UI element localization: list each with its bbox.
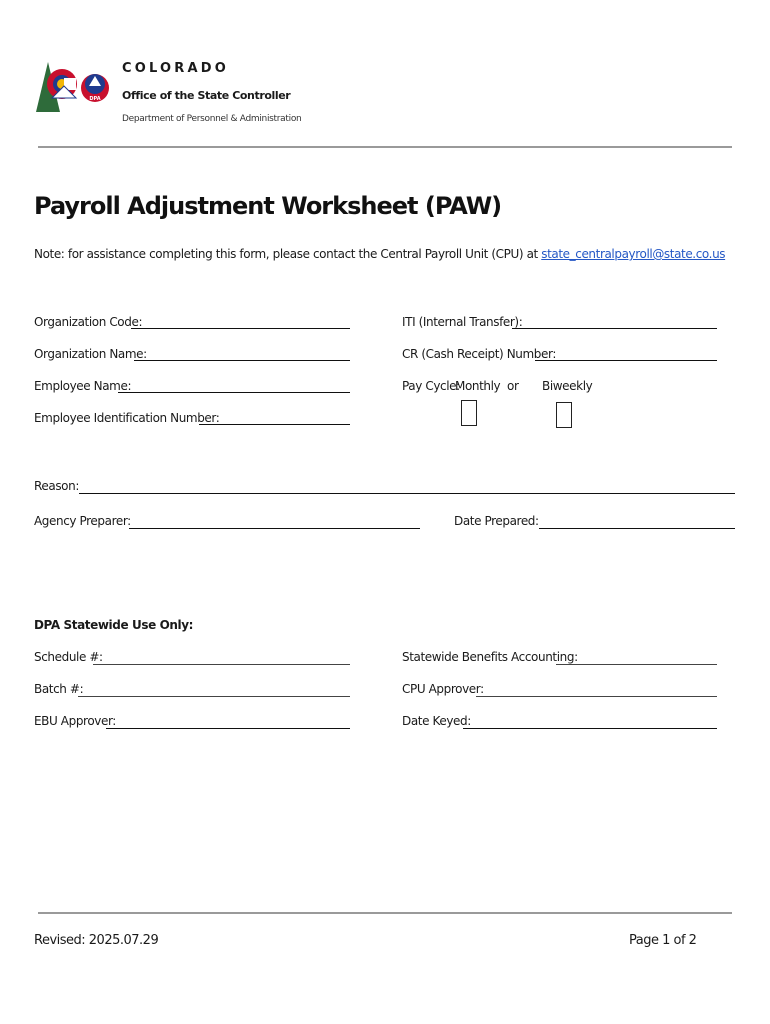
colorado-dpa-logo [34,58,114,120]
agency-preparer-label: Agency Preparer: [34,514,131,528]
department-name: Department of Personnel & Administration [122,114,302,124]
schedule-field[interactable] [93,664,350,665]
org-name-field[interactable] [134,360,350,361]
biweekly-label: Biweekly [542,379,593,393]
reason-field[interactable] [79,493,735,494]
dpa-section-heading: DPA Statewide Use Only: [34,618,194,632]
or-label: or [507,379,519,393]
cpu-email-link[interactable]: state_centralpayroll@state.co.us [541,247,726,261]
header-divider [38,146,732,148]
org-code-field[interactable] [131,328,350,329]
revised-date: Revised: 2025.07.29 [34,933,159,948]
employee-id-field[interactable] [199,424,350,425]
cpu-approver-label: CPU Approver: [402,682,484,696]
date-keyed-label: Date Keyed: [402,714,471,728]
page-number: Page 1 of 2 [629,933,697,948]
benefits-accounting-label: Statewide Benefits Accounting: [402,650,578,664]
pay-cycle-label: Pay Cycle: [402,379,460,393]
ebu-approver-label: EBU Approver: [34,714,116,728]
assistance-note [34,247,725,261]
monthly-label: Monthly [455,379,501,393]
ebu-approver-field[interactable] [106,728,350,729]
page-title: Payroll Adjustment Worksheet (PAW) [34,192,502,220]
date-keyed-field[interactable] [463,728,717,729]
date-prepared-field[interactable] [539,528,735,529]
iti-label: ITI (Internal Transfer): [402,315,523,329]
reason-label: Reason: [34,479,79,493]
footer-divider [38,912,732,914]
benefits-accounting-field[interactable] [556,664,717,665]
state-name: COLORADO [122,61,229,76]
logo-text: DPA [89,96,101,102]
employee-id-label: Employee Identification Number: [34,411,220,425]
office-name: Office of the State Controller [122,89,291,102]
org-name-label: Organization Name: [34,347,147,361]
batch-label: Batch #: [34,682,84,696]
cpu-approver-field[interactable] [476,696,717,697]
note-text: Note: for assistance completing this form, please contact the Central Payroll Unit (CPU) at [34,247,542,261]
employee-name-label: Employee Name: [34,379,132,393]
cr-number-field[interactable] [535,360,717,361]
employee-name-field[interactable] [118,392,350,393]
schedule-label: Schedule #: [34,650,103,664]
iti-field[interactable] [512,328,717,329]
monthly-checkbox[interactable] [461,400,477,426]
cr-number-label: CR (Cash Receipt) Number: [402,347,556,361]
agency-preparer-field[interactable] [129,528,420,529]
org-code-label: Organization Code: [34,315,143,329]
biweekly-checkbox[interactable] [556,402,572,428]
date-prepared-label: Date Prepared: [454,514,539,528]
batch-field[interactable] [78,696,350,697]
